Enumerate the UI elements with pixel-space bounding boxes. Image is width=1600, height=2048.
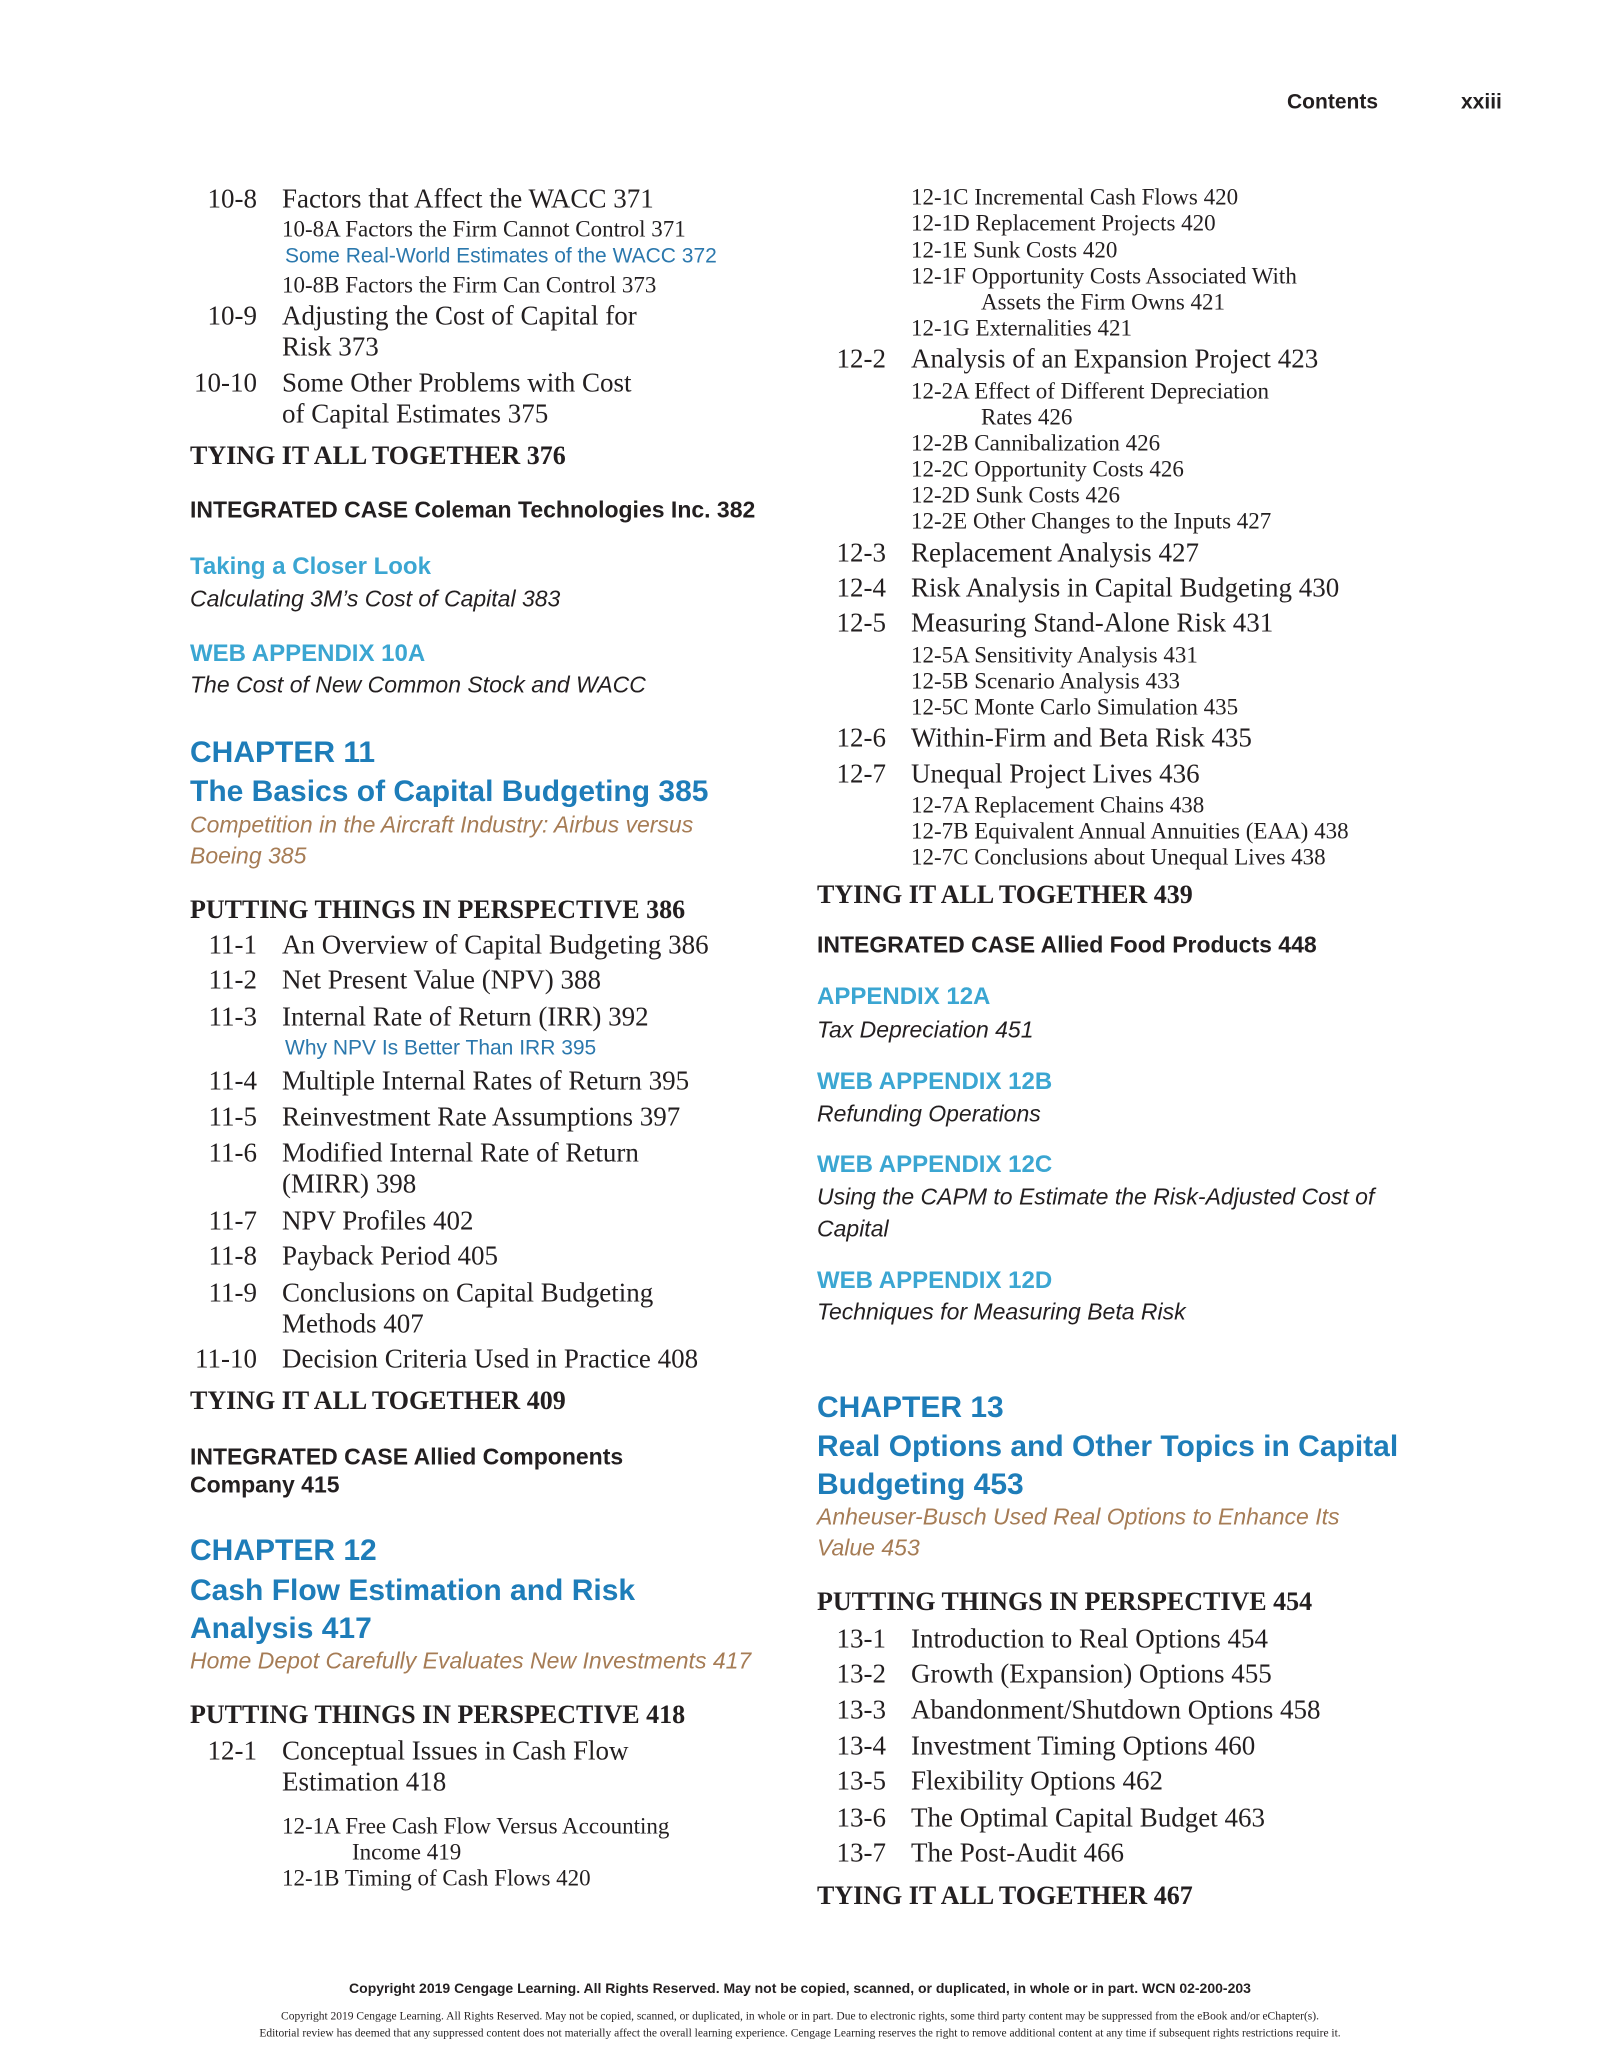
- appendix-heading: WEB APPENDIX 10A: [190, 640, 426, 667]
- toc-entry: Flexibility Options 462: [911, 1765, 1164, 1796]
- toc-subentry: 12-1G Externalities 421: [911, 315, 1133, 341]
- section-heading: TYING IT ALL TOGETHER 376: [190, 441, 566, 470]
- chapter-opening-vignette: Home Depot Carefully Evaluates New Investments 417: [190, 1647, 752, 1674]
- section-number: 13-5: [836, 1765, 886, 1796]
- section-number: 11-3: [208, 1001, 257, 1032]
- toc-entry: (MIRR) 398: [282, 1168, 417, 1199]
- toc-subentry: Income 419: [352, 1839, 462, 1865]
- section-heading: TYING IT ALL TOGETHER 409: [190, 1386, 566, 1415]
- section-number: 11-8: [208, 1240, 257, 1271]
- appendix-heading: WEB APPENDIX 12D: [817, 1267, 1053, 1294]
- section-number: 11-2: [208, 964, 257, 995]
- chapter-heading: CHAPTER 13: [817, 1391, 1004, 1424]
- toc-entry: Growth (Expansion) Options 455: [911, 1658, 1272, 1689]
- appendix-heading: WEB APPENDIX 12C: [817, 1151, 1053, 1178]
- chapter-opening-vignette: Anheuser-Busch Used Real Options to Enhance Its: [817, 1503, 1340, 1530]
- appendix-heading: WEB APPENDIX 12B: [817, 1068, 1053, 1095]
- section-heading: PUTTING THINGS IN PERSPECTIVE 418: [190, 1700, 686, 1729]
- section-number: 12-1: [207, 1735, 257, 1766]
- toc-entry: Modified Internal Rate of Return: [282, 1137, 639, 1168]
- toc-entry: Multiple Internal Rates of Return 395: [282, 1065, 690, 1096]
- section-number: 11-1: [208, 929, 257, 960]
- appendix-title: Calculating 3M’s Cost of Capital 383: [190, 585, 561, 612]
- appendix-heading: APPENDIX 12A: [817, 983, 991, 1010]
- section-number: 11-10: [195, 1343, 257, 1374]
- toc-entry: Measuring Stand-Alone Risk 431: [911, 607, 1274, 638]
- toc-subentry: 12-7B Equivalent Annual Annuities (EAA) 438: [911, 818, 1349, 844]
- copyright-notice: Copyright 2019 Cengage Learning. All Rights Reserved. May not be copied, scanned, or duplicated, in whole or in part. WCN 02-200-203: [349, 1980, 1251, 1996]
- toc-entry: Estimation 418: [282, 1766, 447, 1797]
- toc-entry: The Post-Audit 466: [911, 1837, 1124, 1868]
- toc-entry: Replacement Analysis 427: [911, 537, 1199, 568]
- legal-line: Editorial review has deemed that any suppressed content does not materially affect the overall learning experience. Cengage Learning reserves the right to remove additional content at any time if subsequent rights restrictions require it.: [259, 2027, 1341, 2040]
- toc-entry: The Optimal Capital Budget 463: [911, 1802, 1265, 1833]
- toc-subentry: 10-8A Factors the Firm Cannot Control 371: [282, 216, 686, 242]
- feature-box-entry: Why NPV Is Better Than IRR 395: [285, 1036, 597, 1060]
- chapter-heading: Real Options and Other Topics in Capital: [817, 1430, 1399, 1463]
- toc-entry: Unequal Project Lives 436: [911, 758, 1200, 789]
- toc-subentry: 10-8B Factors the Firm Can Control 373: [282, 272, 657, 298]
- toc-entry: Introduction to Real Options 454: [911, 1623, 1268, 1654]
- toc-entry: Risk 373: [282, 331, 379, 362]
- legal-line: Copyright 2019 Cengage Learning. All Rights Reserved. May not be copied, scanned, or duplicated, in whole or in part. Due to electronic rights, some third party content may be suppressed from the eBook and/or eChapter(s).: [281, 2010, 1319, 2023]
- section-number: 13-3: [836, 1694, 886, 1725]
- section-number: 11-4: [208, 1065, 257, 1096]
- appendix-title: Using the CAPM to Estimate the Risk-Adjusted Cost of: [817, 1183, 1375, 1210]
- toc-entry: Investment Timing Options 460: [911, 1730, 1256, 1761]
- toc-subentry: 12-1A Free Cash Flow Versus Accounting: [282, 1813, 670, 1839]
- chapter-heading: The Basics of Capital Budgeting 385: [190, 775, 709, 808]
- section-number: 11-9: [208, 1277, 257, 1308]
- toc-subentry: 12-2C Opportunity Costs 426: [911, 456, 1184, 482]
- section-heading: TYING IT ALL TOGETHER 439: [817, 880, 1193, 909]
- chapter-heading: CHAPTER 12: [190, 1534, 377, 1567]
- chapter-heading: Analysis 417: [190, 1612, 372, 1645]
- toc-subentry: 12-1E Sunk Costs 420: [911, 237, 1118, 263]
- integrated-case-entry: Company 415: [190, 1471, 340, 1498]
- section-number: 12-5: [836, 607, 886, 638]
- integrated-case-entry: INTEGRATED CASE Allied Food Products 448: [817, 931, 1317, 958]
- chapter-opening-vignette: Competition in the Aircraft Industry: Airbus versus: [190, 811, 694, 838]
- section-number: 10-8: [207, 183, 257, 214]
- toc-entry: Decision Criteria Used in Practice 408: [282, 1343, 699, 1374]
- toc-subentry: 12-7A Replacement Chains 438: [911, 792, 1205, 818]
- section-number: 12-2: [836, 343, 886, 374]
- toc-entry: Internal Rate of Return (IRR) 392: [282, 1001, 649, 1032]
- toc-entry: Some Other Problems with Cost: [282, 367, 632, 398]
- toc-subentry: 12-2E Other Changes to the Inputs 427: [911, 508, 1272, 534]
- toc-entry: Within-Firm and Beta Risk 435: [911, 722, 1252, 753]
- section-number: 10-9: [207, 300, 257, 331]
- page-number: xxiii: [1461, 90, 1502, 114]
- chapter-heading: Budgeting 453: [817, 1468, 1024, 1501]
- section-number: 12-6: [836, 722, 886, 753]
- toc-subentry: 12-1C Incremental Cash Flows 420: [911, 184, 1239, 210]
- chapter-opening-vignette: Boeing 385: [190, 842, 307, 869]
- toc-entry: Risk Analysis in Capital Budgeting 430: [911, 572, 1340, 603]
- chapter-heading: CHAPTER 11: [190, 736, 376, 769]
- chapter-heading: Cash Flow Estimation and Risk: [190, 1574, 636, 1607]
- toc-entry: Abandonment/Shutdown Options 458: [911, 1694, 1321, 1725]
- toc-subentry: 12-1D Replacement Projects 420: [911, 210, 1216, 236]
- section-number: 11-6: [208, 1137, 257, 1168]
- toc-entry: Factors that Affect the WACC 371: [282, 183, 654, 214]
- toc-subentry: 12-5A Sensitivity Analysis 431: [911, 642, 1198, 668]
- feature-box-entry: Some Real-World Estimates of the WACC 372: [285, 244, 717, 268]
- appendix-title: The Cost of New Common Stock and WACC: [190, 671, 646, 698]
- section-number: 13-1: [836, 1623, 886, 1654]
- toc-subentry: 12-5B Scenario Analysis 433: [911, 668, 1180, 694]
- chapter-opening-vignette: Value 453: [817, 1534, 920, 1561]
- section-number: 11-5: [208, 1101, 257, 1132]
- toc-subentry: 12-2A Effect of Different Depreciation: [911, 378, 1270, 404]
- section-number: 13-2: [836, 1658, 886, 1689]
- toc-subentry: 12-2B Cannibalization 426: [911, 430, 1161, 456]
- toc-subentry: Assets the Firm Owns 421: [981, 289, 1226, 315]
- toc-entry: of Capital Estimates 375: [282, 398, 549, 429]
- section-heading: PUTTING THINGS IN PERSPECTIVE 454: [817, 1587, 1313, 1616]
- section-number: 13-4: [836, 1730, 886, 1761]
- section-number: 11-7: [208, 1205, 257, 1236]
- section-heading: TYING IT ALL TOGETHER 467: [817, 1881, 1193, 1910]
- toc-entry: Payback Period 405: [282, 1240, 498, 1271]
- toc-entry: Adjusting the Cost of Capital for: [282, 300, 637, 331]
- appendix-title: Refunding Operations: [817, 1100, 1041, 1127]
- section-heading: PUTTING THINGS IN PERSPECTIVE 386: [190, 895, 686, 924]
- toc-subentry: 12-1B Timing of Cash Flows 420: [282, 1865, 591, 1891]
- toc-entry: Reinvestment Rate Assumptions 397: [282, 1101, 681, 1132]
- toc-entry: Methods 407: [282, 1308, 424, 1339]
- toc-subentry: 12-7C Conclusions about Unequal Lives 438: [911, 844, 1326, 870]
- toc-subentry: 12-5C Monte Carlo Simulation 435: [911, 694, 1239, 720]
- toc-entry: An Overview of Capital Budgeting 386: [282, 929, 709, 960]
- appendix-heading: Taking a Closer Look: [190, 553, 431, 580]
- toc-entry: Conceptual Issues in Cash Flow: [282, 1735, 629, 1766]
- running-head-section: Contents: [1287, 90, 1378, 114]
- section-number: 13-7: [836, 1837, 886, 1868]
- toc-subentry: 12-2D Sunk Costs 426: [911, 482, 1120, 508]
- toc-entry: NPV Profiles 402: [282, 1205, 474, 1236]
- toc-entry: Conclusions on Capital Budgeting: [282, 1277, 654, 1308]
- toc-entry: Net Present Value (NPV) 388: [282, 964, 601, 995]
- appendix-title: Techniques for Measuring Beta Risk: [817, 1298, 1186, 1325]
- section-number: 12-7: [836, 758, 886, 789]
- section-number: 13-6: [836, 1802, 886, 1833]
- toc-subentry: Rates 426: [981, 404, 1073, 430]
- integrated-case-entry: INTEGRATED CASE Allied Components: [190, 1443, 624, 1470]
- section-number: 12-3: [836, 537, 886, 568]
- appendix-title: Tax Depreciation 451: [817, 1016, 1034, 1043]
- toc-entry: Analysis of an Expansion Project 423: [911, 343, 1319, 374]
- appendix-title: Capital: [817, 1215, 889, 1242]
- integrated-case-entry: INTEGRATED CASE Coleman Technologies Inc. 382: [190, 496, 756, 523]
- toc-subentry: 12-1F Opportunity Costs Associated With: [911, 263, 1297, 289]
- section-number: 10-10: [194, 367, 257, 398]
- section-number: 12-4: [836, 572, 886, 603]
